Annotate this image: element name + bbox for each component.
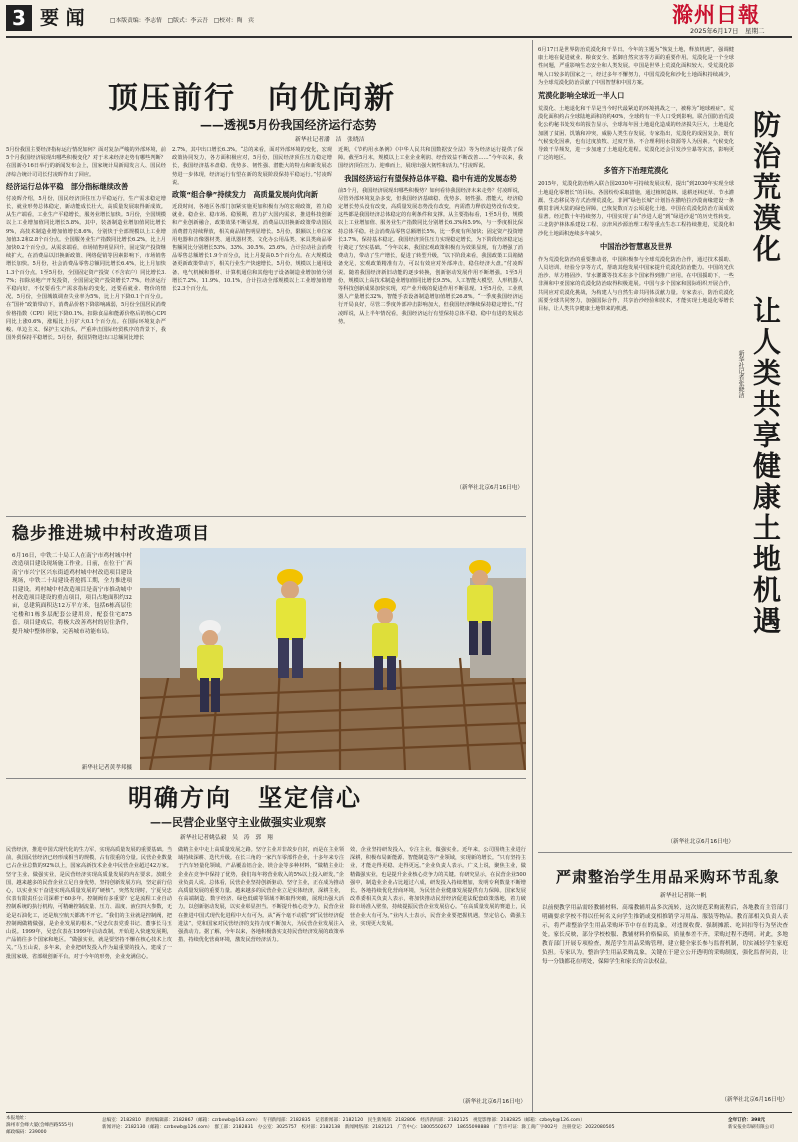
- private-col1-text: 民营经济，推进中国式现代化的生力军，实现高质量发展的重要基础。当前，我国民营经济已经形成相当的规模，占有很重的分量。民营企业数量已占企业总数的92%以上，国家高新技术企业中民营企业超过42万家。坚守主业、做强实业，是民营经济实现高质量发展的内在要求。放眼全国，越来越多的民营企业立足自身优势，坚持创新发展方向，坚定前行信心，以实业实干奋进实现高质量发展的“硬核”。突然发现时，宁夏吴忠仪表有限责任公司深耕于60多年。控制阀有多重要？它是流程工业自动控制系统的执行机构，可精确控制流量、压力、温度、液位四大参数，无论是石油化工，还是航空航天都离不开它。“我们的主业就是控制阀，把控制阀做精做强，是企业发展的根本。”吴忠仪表党委书记、董事长马玉山说。1999年，吴忠仪表在1999年启动改制，开始进入快速发展期，产品销往多个国家和地区。“做强实业，就是要坚持不懈在核心技术上攻关。”马玉山说，多年来，企业把研发投入作为最重要的投入，建成了一批国家级、省部级创新平台。对于今年的形势，企业充满信心。: [6, 847, 172, 960]
- footer-rule: [6, 1112, 792, 1113]
- divider: [538, 852, 792, 853]
- masthead: [0, 0, 798, 36]
- desert-col: [538, 46, 734, 836]
- desert-heading-2: 多管齐下治理荒漠化: [603, 166, 669, 176]
- lead-subtitle: ——透视5月份我国经济运行态势: [200, 118, 377, 132]
- page-number: 3: [12, 6, 26, 30]
- construction-photo: [140, 548, 526, 770]
- procurement-credit: （新华社北京6月16日电）: [721, 1097, 788, 1103]
- lead-col-1: [6, 146, 166, 511]
- private-col-2: [178, 846, 344, 1108]
- editor-credits: □本版责编：李志情 □版式：李云吾 □校对：陶 宾: [110, 18, 254, 24]
- desert-credit: （新华社北京6月16日电）: [667, 839, 734, 845]
- desert-title: 防治荒漠化 让人类共享健康土地机遇: [749, 110, 782, 637]
- footer-address-label: 本报地址：: [6, 1116, 29, 1121]
- lead-title: 顶压前行 向优向新: [108, 81, 396, 116]
- section-title: 要 闻: [40, 7, 85, 29]
- desert-heading-1: 荒漠化影响全球近一半人口: [538, 91, 625, 101]
- desert-intro: 6月17日是世界防治荒漠化和干旱日。今年的主题为“恢复土地，释放机遇”，强调健康土地在促进就业、粮食安全、抵御自然灾害等方面的重要作用。荒漠化是一个全球性问题，严重影响生态安全和人类发展。中国是世界上荒漠化面积较大、受荒漠化影响人口较多的国家之一，经过多年不懈努力，中国荒漠化和沙化土地面积持续减少，为全球荒漠化防治贡献了中国智慧和中国方案。: [538, 47, 734, 86]
- lead-col3-heading: 我国经济运行有望保持总体平稳、稳中有进的发展态势: [344, 173, 517, 183]
- footer-contacts-line-2: 新闻评论：2182130（邮箱：czrbxwb@126.com） 群工部：2182831 办公室：3025757 校对部：2182138 新闻网络部：2182121 广告中心：18005502677 18655098888 广告许可证：滁工商广字002号 注册登记：2022080505: [102, 1125, 615, 1130]
- issue-date: 2025年6月17日 星期二: [690, 27, 765, 35]
- masthead-rule: [6, 36, 792, 38]
- procurement-byline: 新华社记者陈一帆: [660, 893, 707, 899]
- paper-name: 滁州日報: [672, 2, 760, 27]
- desert-p3: 作为荒漠化防治的重要推动者，中国积极参与全球荒漠化防治合作，通过技术援助、人员培训、经验分享等方式，帮助其他发展中国家提升荒漠化防治能力。中国的光伏治沙、草方格固沙、节水灌溉等技术在多个国家得到推广应用。在中国援助下，一些非洲和中亚国家的荒漠化防治取得积极进展。中国与多个国家和国际组织开展合作，共同应对荒漠化挑战，为构建人与自然生命共同体贡献力量。专家表示，防治荒漠化需要全球共同努力，加强国际合作，共享治沙经验和技术，才能实现土地退化零增长目标，让人类共享健康土地带来的机遇。: [538, 256, 734, 313]
- divider: [6, 778, 526, 779]
- lead-byline: 新华社记者潘 洁 张晓洁: [295, 137, 365, 143]
- lead-col2-heading: 政策“组合拳”持续发力 高质量发展向优向新: [172, 190, 319, 200]
- photo-building: [140, 588, 180, 678]
- footer-printer: 新安报业印刷有限公司: [728, 1125, 774, 1130]
- footer-address-line: 滁州市会峰大厦(会峰西路555号): [6, 1123, 74, 1128]
- footer-contacts: [102, 1117, 722, 1131]
- lead-col1-heading: 经济运行总体平稳 部分指标继续改善: [6, 181, 129, 191]
- procurement-title: 严肃整治学生用品采购环节乱象: [556, 868, 781, 886]
- procurement-text: [542, 904, 788, 1092]
- photo-caption-text: 6月16日，中铁二十局工人在南宁市鸡村城中村改造项目建设现场施工作业。日前，在位于广西南宁市兴宁区兴东街道鸡村城中村改造项目建设现场，中铁二十局建设者抢抓工期，全力推进项目建设。鸡村城中村改造项目是南宁市推动城中村改造项目建设的重点项目，项目占地面积约32亩，总建筑面积达12万平方米，包括6栋高层住宅楼和1栋多层配套公建用房，配套住宅875套。项目建成后，将极大改善鸡村的居住条件，提升城中整体形象，完善城市功能布局。: [12, 553, 132, 635]
- lead-col3-text: 近期，《节约用水条例》《中华人民共和国数据安全法》等为经济运行提供了保障。截至5月末，规模以上工业企业利润、经营效益不断改善……“今年以来，我国经济顶住压力、迎难而上，展现出强大韧性和活力。”付凌晖说。: [338, 147, 523, 170]
- private-economy-byline: 新华社记者姚弘毅 吴 涛 郭 翔: [180, 835, 273, 841]
- desert-p1: 荒漠化、土地退化和干旱是当今时代最紧迫的环境挑战之一，被称为“地球癌症”。荒漠化面积约占全球陆地面积的约40%，全球约有一半人口受到影响。联合国防治荒漠化公约秘书处发布的报告显示，全球每年因土地退化造成的经济损失巨大，土地退化加剧了贫困、饥饿和冲突，威胁人类生存发展。专家指出，荒漠化的成因复杂，既有气候变化因素，也有过度放牧、过度开垦、不合理利用水资源等人为因素。气候变化导致干旱频发，进一步加速了土地退化进程。荒漠化还会引发沙尘暴等灾害，影响更广泛的地区。: [538, 106, 734, 162]
- footer-subscription: [728, 1117, 792, 1131]
- lead-col2-text: 2.7%，其中出口增长6.3%。“总的来看，面对外部环境的变化，宏观政策协同发力，各方面积极应对，5月份，国民经济顶住压力稳定增长，我国经济基本盘稳、优势多、韧性强、潜能大的特点和新发展态势进一步体现，经济运行有望在新的发展阶段保持平稳运行。”付凌晖说。: [172, 147, 332, 186]
- desert-byline: 新华社记者张晓洁: [737, 350, 744, 398]
- procurement-body: 以前便教学用品需经教辅材料、高端教辅用品多次流转，这次规范采购流程后，各地教育主管部门明确要求学校不得以任何名义向学生推销或变相推销学习用品、服装等物品。教育部相关负责人表示，将严肃整治学生用品采购环节中存在的乱象，对违规收费、强制摊派、吃回扣等行为坚决查处。家长反映，部分学校校服、教辅材料价格偏高，质量参差不齐，采购过程不透明。对此，多地教育部门开展专项检查，规范学生用品采购管理，建立健全家长参与监督机制，切实减轻学生家庭负担。专家认为，整治学生用品采购乱象，关键在于建立公开透明的采购制度，强化监督问责，让每一分钱都花在明处，保障学生和家长的合法权益。: [542, 905, 788, 965]
- footer-postcode: 邮政编码：239000: [6, 1130, 47, 1135]
- lead-col1-text: 5月份我国主要经济指标运行情况如何？面对复杂严峻的外部环境，前5个月我国经济展现出哪些积极变化？对于未来经济走势有哪些判断？在国新办16日举行的新闻发布会上，国家统计局新闻发言人、国民经济综合统计司司长付凌晖作出了回应。: [6, 147, 166, 178]
- lead-col-3: [338, 146, 523, 481]
- footer-contacts-line-1: 总编室：2182810 新闻编辑部：2182867（邮箱：czrbxwb@163.com） 专刊新闻部：2182835 记者新闻部：2182120 民生新闻部：2182806 经济新闻部：2182125 视觉影像部：2182825（邮箱：czbeyb@126.com）: [102, 1118, 585, 1123]
- lead-credit: （新华社北京6月16日电）: [456, 485, 523, 491]
- lead-col3b-text: 前5个月，我国经济展现出哪些积极势？如何看待我国经济未来走势？付凌晖说，尽管外部环境复杂多变，但我国经济基础稳、优势多、韧性强、潜能大，经济稳定增长势头没有改变，高质量发展态势没有改变，内需潜力释放趋势没有改变。这些都是我国经济总体稳定的有利条件和支撑。从主要指标看，1至5月份，规模以上工业增加值、服务业生产指数同比分别增长6.3%和5.9%，与一季度相比保持总体平稳。社会消费品零售总额增长5%，比一季度有所加快；固定资产投资增长3.7%，保持基本稳定。我国经济顶住压力实现稳定增长，为下阶段经济稳定运行奠定了坚实基础。“今年以来，我国宏观政策积极有为效果显现，有力增强了消费动力，带动了生产增长，促进了转型升级，“以下阶段来看，我国政策工具箱储备充足，宏观政策精准有力，可以有效应对外部冲击，稳住经济大盘。”付凌晖说。随着我国经济新旧动能的逐步转换，创新驱动发展作用不断增强。1至5月份，规模以上高技术制造业增加值同比增长9.5%。人工智能大模型、人形机器人等科技创新成果加快实现，对产业升级的促进作用不断显现。1至5月份，工业机器人产量增长32%，智能手表设备制造增加值增长26.8%。“一季度我国经济运行开局良好，尽管二季度外部冲击影响加大，但我国经济继续保持稳定增长。”付凌晖说，从上半年情况看，我国经济运行有望保持总体平稳、稳中有进的发展态势。: [338, 187, 523, 325]
- lead-col1b-text: 付凌晖介绍，5月份，国民经济顶住压力平稳运行，生产需求稳定增长，就业形势总体稳定，新动能成长壮大，高质量发展取得新成效。从生产端看，工业生产平稳增长，服务业增长加快。5月份，全国规模以上工业增加值同比增长5.8%。其中，装备制造业增加值同比增长9%，高技术制造业增加值增长8.6%，分别快于全部规模以上工业增加值3.2和2.8个百分点。全国服务业生产指数同比增长6.2%，比上月加快0.2个百分点。从需求端看，市场销售明显回升，固定资产投资继续扩大。在消费品以旧换新政策、网络促销等因素影响下，市场销售增长加快。5月份，社会消费品零售总额同比增长6.4%，比上月加快1.3个百分点。1至5月份，全国固定资产投资（不含农户）同比增长3.7%；扣除房地产开发投资，全国固定资产投资增长7.7%。经济运行平稳向好，不仅要看生产需求指标的变化，还要看就业、物价的情况。5月份，全国城镇调查失业率为5%，比上月下降0.1个百分点。在“国补”政策带动下，消费品价格下降影响减弱，5月份全国居民消费价格指数（CPI）同比下降0.1%。扣除食品和能源价格后的核心CPI同比上涨0.6%，涨幅比上月扩大0.1个百分点。在国际环境复杂严峻、单边主义、保护主义抬头，严重冲击国际经贸秩序的背景下，我国外贸保持平稳增长。5月份，我国货物进出口总额同比增长: [6, 195, 166, 342]
- desert-heading-3: 中国治沙智慧惠及世界: [600, 241, 672, 251]
- footer-price: 全年订价：398元: [728, 1118, 766, 1123]
- private-col2-text: 做精主业中走上高质量发展之路。坚守主业并非故步自封，而是在主业领域持续深耕、迭代升级。在长三角的一家汽车零部件企业，十多年来专注于汽车轻量化领域，产品覆盖铝合金、镁合金等多种材料，“做精主业让企业在竞争中保持了优势，我们每年将营业收入的5%以上投入研发。”企业负责人说。总体看，民营企业坚持创新驱动、坚守主业，正在成为推动高质量发展的重要力量。越来越多的民营企业立足实体经济，深耕主业，在高端制造、数字经济、绿色低碳等领域不断取得突破，展现出强大活力。以创新驱动发展，以实业彰显担当。不断提升核心竞争力，民营企业在推进中国式现代化进程中大有可为。从“两个毫不动摇”到“民营经济促进法”，党和国家对民营经济的支持力度不断加大，为民营企业发展注入强劲动力。据了解，今年以来，各地积极落实支持民营经济发展的政策举措，持续优化营商环境，激发民营经济活力。: [178, 847, 344, 944]
- photo-article-title: 稳步推进城中村改造项目: [12, 524, 210, 544]
- divider: [6, 516, 526, 517]
- page-number-box: [6, 5, 32, 31]
- private-economy-subtitle: ——民营企业坚守主业做强实业观察: [150, 816, 326, 829]
- photo-credit: 新华社记者黄孝邦摄: [81, 765, 132, 771]
- private-col3-text: 效，企业坚持研发投入，专注主业，做强实业。近年来，公司围绕主业进行深耕，积极布局新能源、智能制造等产业领域，实现新的增长。“只有坚持主业，才能走得更稳、走得更远。”企业负责人表示。广义上说，聚焦主业，做精做强实业，也是提升企业核心竞争力的关键。有研究显示，在民营企业500强中，制造业企业占比超过六成，研发投入持续增加，发明专利数量不断增长。各地持续优化营商环境，为民营企业健康发展提供有力保障。国家发展改革委相关负责人表示，将加快推动民营经济促进法配套政策落地，着力破除市场准入壁垒，持续提振民营企业发展信心。“在高质量发展的赛道上，民营企业大有可为。”业内人士表示，民营企业要把握机遇，坚定信心，做强主业，实现更大发展。: [350, 847, 526, 927]
- private-col-1: [6, 846, 172, 1108]
- column-divider: [532, 40, 533, 1112]
- private-economy-title: 明确方向 坚定信心: [128, 783, 362, 812]
- footer-address: [6, 1115, 98, 1136]
- private-credit: （新华社北京6月16日电）: [459, 1099, 526, 1105]
- photo-caption: [12, 552, 132, 762]
- lead-col2b-text: 近段时间，各地区各部门加紧实施更加积极有为的宏观政策，着力稳就业、稳企业、稳市场、稳预期，着力扩大国内需求，推进科技创新和产业创新融合，政策效果不断显现。消费品以旧换新政策带动国民消费潜力持续释放，相关商品销售明显增长。5月份，限额以上单位家用电器和音像器材类、通讯器材类、文化办公用品类、家具类商品零售额同比分别增长53%、33%、30.5%、25.6%，合计拉动社会消费品零售总额增长1.9个百分点，比上月提高0.5个百分点。在大规模设备更新政策带动下，相关行业生产快速增长。5月份，规模以上通用设备、电气机械和器材、计算机通信和其他电子设备制造业增加值分别增长7.2%、11.9%、10.1%，合计拉动全部规模以上工业增加值增长2.3个百分点。: [172, 204, 332, 293]
- footer: [6, 1115, 792, 1141]
- private-col-3: [350, 846, 526, 1096]
- desert-p2: 2015年，荒漠化防治纳入联合国2030年可持续发展议程，提出“到2030年实现全球土地退化零增长”的目标。各国纷纷采取措施，通过植树造林、退耕还林还草、节水灌溉、生态移民等方式治理荒漠化。非洲“绿色长城”计划旨在撒哈拉沙漠南缘建设一条横贯非洲大陆的绿色屏障，已恢复数百万公顷退化土地。中国在荒漠化防治方面成效显著。经过数十年持续努力，中国实现了由“沙进人退”到“绿进沙退”的历史性转变。三北防护林体系建设工程、京津风沙源治理工程等重点生态工程持续推进，荒漠化和沙化土地面积连续多年减少。: [538, 181, 734, 237]
- lead-col-2: [172, 146, 332, 511]
